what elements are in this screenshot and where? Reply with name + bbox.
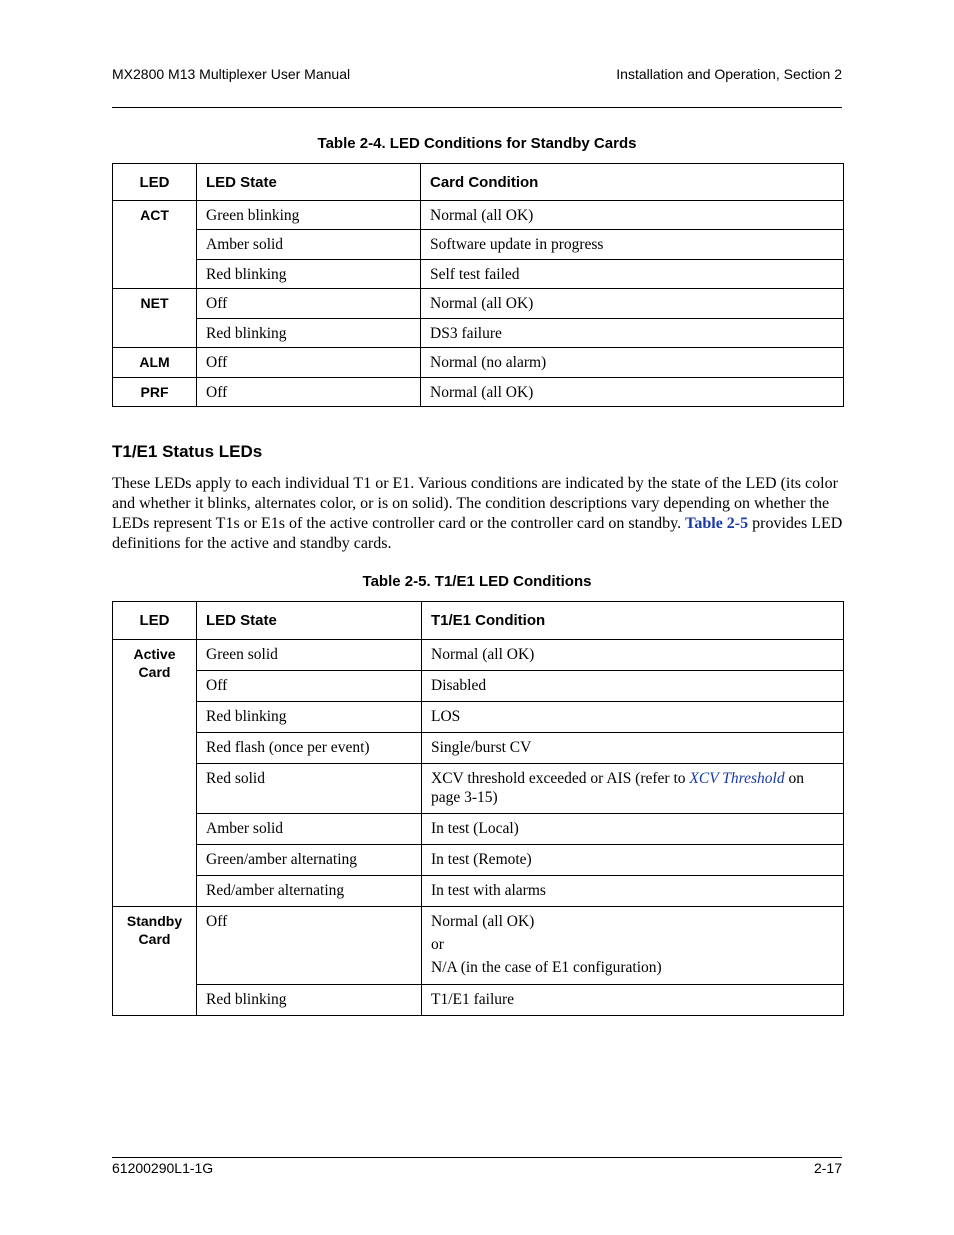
table-row (113, 764, 844, 814)
led-state: Green/amber alternating (197, 845, 422, 876)
table2-header-led: LED (113, 602, 197, 640)
table-2-5-link[interactable]: Table 2-5 (685, 515, 749, 532)
paragraph-tail: provides LED definitions for the active and standby cards. (112, 515, 843, 552)
table1-header-condition: Card Condition (421, 164, 844, 201)
footer-doc-number: 61200290L1-1G (112, 1160, 214, 1176)
table1-caption: Table 2-4. LED Conditions for Standby Cards (317, 135, 637, 152)
active-line1: Active (133, 646, 176, 662)
led-state: Off (197, 378, 421, 407)
t1e1-condition (422, 907, 844, 985)
condition-post: on page 3-15) (431, 770, 804, 806)
card-condition: Normal (all OK) (421, 378, 844, 407)
condition-line3: N/A (in the case of E1 configuration) (431, 959, 662, 976)
condition-pre: XCV threshold exceeded or AIS (refer to (431, 770, 690, 787)
table-row (113, 814, 844, 845)
table1-led-standby (112, 163, 844, 407)
led-state: Red blinking (197, 319, 421, 348)
card-condition: Normal (no alarm) (421, 348, 844, 378)
table-row (113, 671, 844, 702)
table-row (113, 230, 844, 260)
xcv-threshold-link[interactable]: XCV Threshold (689, 770, 785, 787)
standby-line2: Card (138, 931, 171, 947)
led-state: Off (197, 348, 421, 378)
t1e1-condition: T1/E1 failure (422, 985, 844, 1016)
led-state: Red blinking (197, 985, 422, 1016)
table-row (113, 348, 844, 378)
table-row (113, 201, 844, 230)
led-state: Red/amber alternating (197, 876, 422, 907)
led-state: Green solid (197, 640, 422, 671)
led-name-act: ACT (113, 201, 197, 289)
t1e1-condition: In test (Local) (422, 814, 844, 845)
table-row (113, 260, 844, 289)
led-state: Off (197, 907, 422, 985)
t1e1-condition (422, 764, 844, 814)
t1e1-condition: Single/burst CV (422, 733, 844, 764)
table2-caption: Table 2-5. T1/E1 LED Conditions (362, 573, 592, 590)
footer-page-number: 2-17 (813, 1160, 842, 1176)
card-condition: Normal (all OK) (421, 201, 844, 230)
table-row (113, 876, 844, 907)
table2-t1e1-led (112, 601, 844, 1016)
table-row (113, 733, 844, 764)
table-row (113, 378, 844, 407)
led-name-active-card (113, 640, 197, 907)
table2-header-state: LED State (197, 602, 422, 640)
led-state: Amber solid (197, 814, 422, 845)
table1-header-led: LED (113, 164, 197, 201)
header-manual-title: MX2800 M13 Multiplexer User Manual (112, 66, 351, 82)
table-row (113, 289, 844, 319)
t1e1-condition: LOS (422, 702, 844, 733)
header-section-title: Installation and Operation, Section 2 (616, 66, 842, 82)
t1e1-condition: In test with alarms (422, 876, 844, 907)
led-state: Off (197, 289, 421, 319)
t1e1-condition: Disabled (422, 671, 844, 702)
table1-header-state: LED State (197, 164, 421, 201)
t1e1-condition: Normal (all OK) (422, 640, 844, 671)
led-state: Red blinking (197, 702, 422, 733)
table2-header-condition: T1/E1 Condition (422, 602, 844, 640)
led-name-net: NET (113, 289, 197, 348)
table-row (113, 640, 844, 671)
standby-line1: Standby (126, 913, 183, 929)
paragraph-text: These LEDs apply to each individual T1 or E1. Various conditions are indicated by the state of the LED (its color and whether it blinks, alternates color, or is on solid). The condition descriptions vary depending on whether the LEDs represent T1s or E1s of the active controller card or the controller card on standby. (112, 475, 838, 532)
table2-header-row (113, 602, 844, 640)
footer-rule (112, 1157, 842, 1158)
table-row (113, 985, 844, 1016)
t1e1-condition: In test (Remote) (422, 845, 844, 876)
condition-line2: or (431, 936, 444, 953)
led-name-prf: PRF (113, 378, 197, 407)
card-condition: Software update in progress (421, 230, 844, 260)
card-condition: DS3 failure (421, 319, 844, 348)
table-row (113, 319, 844, 348)
card-condition: Normal (all OK) (421, 289, 844, 319)
led-state: Green blinking (197, 201, 421, 230)
led-name-standby-card (113, 907, 197, 1016)
header-rule (112, 107, 842, 108)
section-paragraph (112, 474, 847, 554)
table-row (113, 907, 844, 985)
table-row (113, 702, 844, 733)
table-row (113, 845, 844, 876)
card-condition: Self test failed (421, 260, 844, 289)
led-state: Off (197, 671, 422, 702)
led-state: Red solid (197, 764, 422, 814)
section-title: T1/E1 Status LEDs (112, 442, 263, 461)
led-state: Amber solid (197, 230, 421, 260)
led-state: Red flash (once per event) (197, 733, 422, 764)
table1-header-row (113, 164, 844, 201)
led-name-alm: ALM (113, 348, 197, 378)
led-state: Red blinking (197, 260, 421, 289)
active-line2: Card (138, 664, 171, 680)
condition-line1: Normal (all OK) (431, 913, 535, 930)
